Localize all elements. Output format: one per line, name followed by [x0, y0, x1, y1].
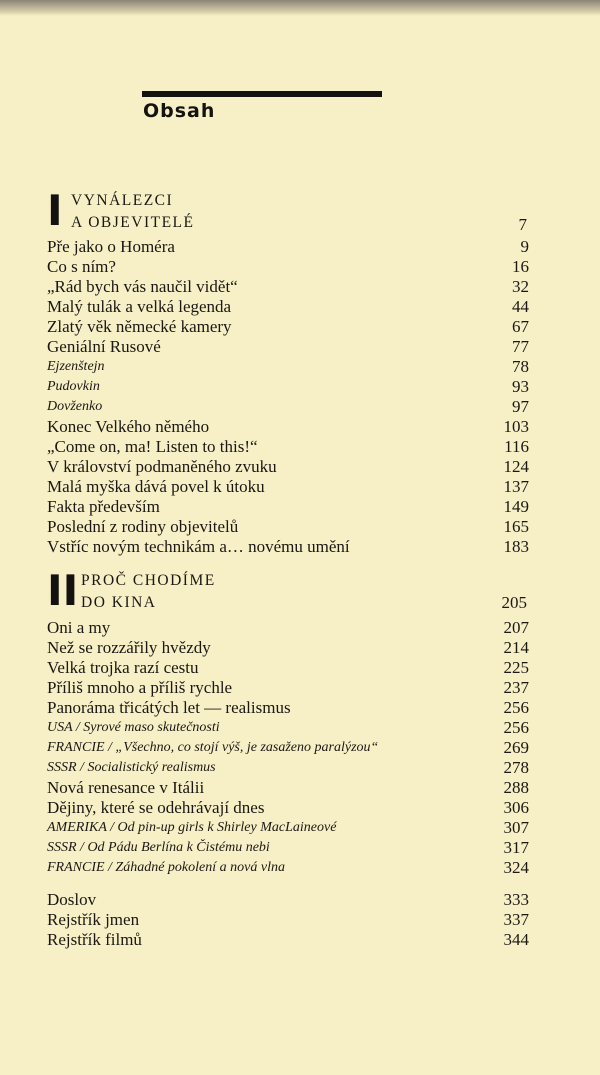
- toc-entry-title: Co s ním?: [47, 257, 116, 276]
- part-heading-1: [47, 186, 537, 236]
- toc-entry: [47, 537, 529, 557]
- part-title-line1: PROČ CHODÍME: [81, 572, 216, 589]
- part-page-number: 7: [518, 215, 527, 234]
- toc-entry: [47, 658, 529, 678]
- toc-entry-page: 256: [503, 698, 529, 717]
- part-numeral: II: [47, 566, 79, 615]
- part-title-line2: A OBJEVITELÉ: [71, 214, 195, 231]
- toc-entry-page: 103: [503, 417, 529, 436]
- toc-entry-page: 269: [503, 738, 529, 757]
- toc-entry: [47, 930, 529, 950]
- toc-entry-title: Dovženko: [47, 399, 103, 414]
- toc-entry-title: FRANCIE / „Všechno, co stojí výš, je zasaženo paralýzou“: [47, 740, 379, 755]
- toc-entry-title: Příliš mnoho a příliš rychle: [47, 678, 233, 697]
- toc-entry-title: FRANCIE / Záhadné pokolení a nová vlna: [47, 860, 285, 875]
- toc-entry-title: Nová renesance v Itálii: [47, 778, 205, 797]
- toc-entry-title: Doslov: [47, 890, 97, 909]
- toc-entry: [47, 237, 529, 257]
- toc-entry-page: 78: [512, 357, 529, 376]
- toc-entry-title: USA / Syrové maso skutečnosti: [47, 720, 220, 735]
- toc-entry-title: Vstříc novým technikám a… novému umění: [47, 537, 350, 556]
- toc-entry-title: Dějiny, které se odehrávají dnes: [47, 798, 265, 817]
- toc-entry: [47, 277, 529, 297]
- toc-entry-page: 183: [503, 537, 529, 556]
- toc-entry-title: AMERIKA / Od pin-up girls k Shirley MacLaineové: [47, 820, 337, 835]
- toc-subentry: [47, 838, 529, 858]
- toc-entry-page: 97: [512, 397, 529, 416]
- toc-entry: [47, 798, 529, 818]
- toc-entry: [47, 257, 529, 277]
- toc-subentry: [47, 758, 529, 778]
- toc-entry: [47, 457, 529, 477]
- toc-entry-page: 307: [503, 818, 529, 837]
- part-title-line2: DO KINA: [81, 594, 157, 611]
- toc-entry-title: Malá myška dává povel k útoku: [47, 477, 265, 496]
- toc-entry-page: 256: [503, 718, 529, 737]
- toc-entry-page: 67: [512, 317, 529, 336]
- toc-entry-page: 32: [512, 277, 529, 296]
- toc-entry-page: 288: [503, 778, 529, 797]
- toc-entry-page: 333: [503, 890, 529, 909]
- toc-entry: [47, 317, 529, 337]
- toc-entry: [47, 477, 529, 497]
- toc-subentry: [47, 377, 529, 397]
- toc-subentry: [47, 818, 529, 838]
- toc-entry: [47, 910, 529, 930]
- page-top-edge: [0, 0, 600, 16]
- toc-entry-page: 137: [503, 477, 529, 496]
- toc-entry-title: Malý tulák a velká legenda: [47, 297, 232, 316]
- toc-list-part-2: [47, 618, 529, 878]
- toc-entry-title: Panoráma třicátých let — realismus: [47, 698, 291, 717]
- toc-entry-title: SSSR / Od Pádu Berlína k Čistému nebi: [47, 840, 270, 855]
- toc-entry-page: 116: [504, 437, 529, 456]
- toc-entry: [47, 297, 529, 317]
- part-numeral: I: [47, 186, 63, 235]
- toc-entry-title: „Rád bych vás naučil vidět“: [47, 277, 238, 296]
- toc-entry-page: 93: [512, 377, 529, 396]
- toc-entry-page: 237: [503, 678, 529, 697]
- toc-entry-title: Poslední z rodiny objevitelů: [47, 517, 239, 536]
- toc-entry-page: 317: [503, 838, 529, 857]
- toc-entry: [47, 417, 529, 437]
- header-rule: [142, 91, 382, 97]
- toc-entry-title: Pře jako o Homéra: [47, 237, 175, 256]
- toc-entry-page: 344: [503, 930, 529, 949]
- toc-entry: [47, 778, 529, 798]
- toc-subentry: [47, 397, 529, 417]
- toc-list-back-matter: [47, 890, 529, 950]
- toc-entry-page: 77: [512, 337, 529, 356]
- toc-entry-title: Konec Velkého němého: [47, 417, 210, 436]
- toc-entry-title: Rejstřík jmen: [47, 910, 140, 929]
- part-title-line1: VYNÁLEZCI: [71, 192, 174, 209]
- toc-entry-title: V království podmaněného zvuku: [47, 457, 277, 476]
- toc-entry-page: 278: [503, 758, 529, 777]
- toc-entry-title: Geniální Rusové: [47, 337, 161, 356]
- toc-entry-title: Než se rozzářily hvězdy: [47, 638, 211, 657]
- toc-entry-page: 165: [503, 517, 529, 536]
- toc-subentry: [47, 718, 529, 738]
- toc-entry-page: 124: [503, 457, 529, 476]
- toc-subentry: [47, 738, 529, 758]
- toc-subentry: [47, 357, 529, 377]
- toc-entry: [47, 337, 529, 357]
- toc-entry-title: Velká trojka razí cestu: [47, 658, 199, 677]
- toc-entry-title: Pudovkin: [47, 379, 100, 394]
- toc-list-part-1: [47, 237, 529, 557]
- toc-entry-page: 16: [512, 257, 529, 276]
- toc-entry-page: 337: [503, 910, 529, 929]
- page-title: Obsah: [143, 100, 216, 122]
- toc-entry-page: 207: [503, 618, 529, 637]
- toc-entry: [47, 678, 529, 698]
- toc-entry-title: SSSR / Socialistický realismus: [47, 760, 216, 775]
- toc-entry: [47, 698, 529, 718]
- toc-entry-title: „Come on, ma! Listen to this!“: [47, 437, 258, 456]
- toc-entry-title: Oni a my: [47, 618, 111, 637]
- toc-entry-title: Zlatý věk německé kamery: [47, 317, 232, 336]
- toc-entry-title: Rejstřík filmů: [47, 930, 142, 949]
- part-page-number: 205: [501, 593, 527, 612]
- toc-entry-page: 324: [503, 858, 529, 877]
- toc-entry-page: 44: [512, 297, 529, 316]
- toc-subentry: [47, 858, 529, 878]
- toc-entry: [47, 638, 529, 658]
- toc-entry: [47, 618, 529, 638]
- toc-entry: [47, 517, 529, 537]
- toc-entry: [47, 437, 529, 457]
- toc-entry-page: 306: [503, 798, 529, 817]
- toc-entry-title: Ejzenštejn: [47, 359, 105, 374]
- toc-entry-page: 225: [503, 658, 529, 677]
- part-heading-2: [47, 566, 537, 616]
- toc-entry-title: Fakta především: [47, 497, 160, 516]
- toc-entry: [47, 497, 529, 517]
- toc-entry-page: 149: [503, 497, 529, 516]
- toc-entry-page: 9: [520, 237, 529, 256]
- toc-entry: [47, 890, 529, 910]
- toc-entry-page: 214: [503, 638, 529, 657]
